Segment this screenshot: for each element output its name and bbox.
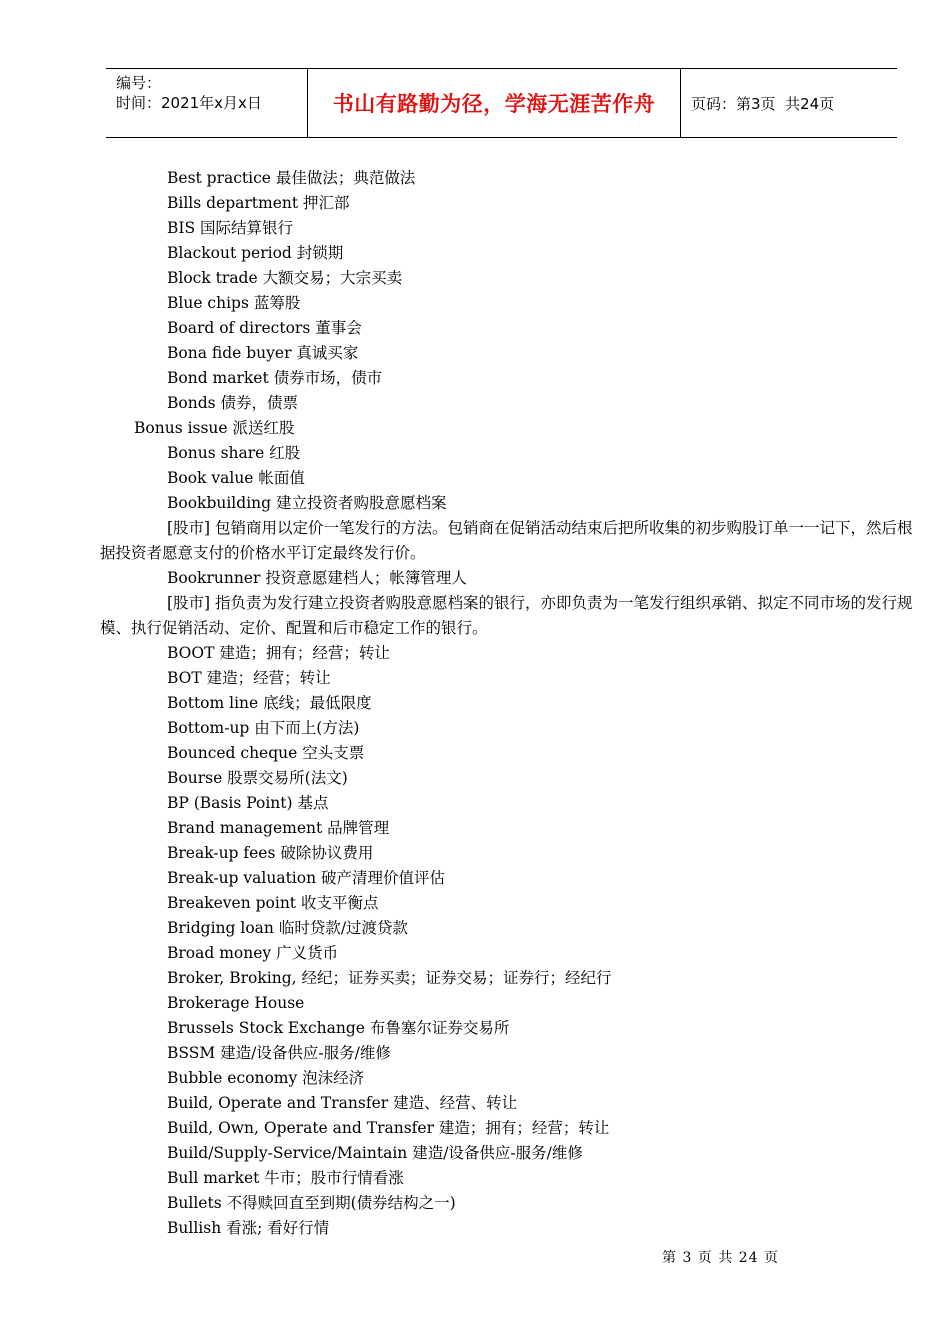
glossary-entry: Block trade 大额交易；大宗买卖	[167, 269, 403, 287]
glossary-entry: Blue chips 蓝筹股	[167, 294, 301, 312]
glossary-definition: [股市] 包销商用以定价一笔发行的方法。包销商在促销活动结束后把所收集的初步购股订单一一记下，然后根据投资者愿意支付的价格水平订定最终发行价。	[100, 519, 913, 562]
glossary-definition: [股市] 指负责为发行建立投资者购股意愿档案的银行，亦即负责为一笔发行组织承销、拟定不同市场的发行规模、执行促销活动、定价、配置和后市稳定工作的银行。	[100, 594, 913, 637]
glossary-entry: Board of directors 董事会	[167, 319, 362, 337]
document-number-label: 编号：	[116, 74, 162, 92]
glossary-entry: Bottom-up 由下而上(方法)	[167, 719, 360, 737]
glossary-entry: Bonds 债券，债票	[167, 394, 299, 412]
header-page-info: 页码：第3页 共24页	[691, 94, 835, 113]
glossary-entry: Bond market 债券市场，债市	[167, 369, 383, 387]
glossary-entry: Breakeven point 收支平衡点	[167, 894, 379, 912]
glossary-entry: Best practice 最佳做法；典范做法	[167, 169, 416, 187]
page-footer: 第 3 页 共 24 页	[662, 1250, 779, 1266]
glossary-entry: BIS 国际结算银行	[167, 219, 294, 237]
glossary-entry: Broker, Broking, 经纪；证券买卖；证券交易；证券行；经纪行	[167, 969, 612, 987]
header-meta-cell	[106, 69, 308, 137]
header-motto: 书山有路勤为径，学海无涯苦作舟	[308, 69, 681, 137]
glossary-entry: BOOT 建造；拥有；经营；转让	[167, 644, 390, 662]
glossary-entry: Brokerage House	[167, 994, 305, 1012]
glossary-entry: Bonus issue 派送红股	[134, 419, 295, 437]
glossary-entry: Bullish 看涨; 看好行情	[167, 1219, 330, 1237]
glossary-entry: Break-up valuation 破产清理价值评估	[167, 869, 446, 887]
glossary-entry: Broad money 广义货币	[167, 944, 339, 962]
glossary-entry: Bookbuilding 建立投资者购股意愿档案	[167, 494, 447, 512]
page-header	[106, 68, 897, 138]
glossary-entry: Bona fide buyer 真诚买家	[167, 344, 359, 362]
glossary-entry: Break-up fees 破除协议费用	[167, 844, 374, 862]
glossary-entry: Bookrunner 投资意愿建档人；帐簿管理人	[167, 569, 467, 587]
glossary-entry: Bullets 不得赎回直至到期(债券结构之一)	[167, 1194, 456, 1212]
glossary-entry: Bull market 牛市；股市行情看涨	[167, 1169, 404, 1187]
glossary-entry: Bills department 押汇部	[167, 194, 350, 212]
glossary-entry: Bonus share 红股	[167, 444, 301, 462]
glossary-entry: Bourse 股票交易所(法文)	[167, 769, 348, 787]
glossary-entry: Blackout period 封锁期	[167, 244, 344, 262]
glossary-entry: BSSM 建造/设备供应-服务/维修	[167, 1044, 391, 1062]
glossary-entry: Bottom line 底线；最低限度	[167, 694, 372, 712]
glossary-entry: Bridging loan 临时贷款/过渡贷款	[167, 919, 409, 937]
glossary-entry: Build/Supply-Service/Maintain 建造/设备供应-服务/维修	[167, 1144, 583, 1162]
glossary-entry: Build, Operate and Transfer 建造、经营、转让	[167, 1094, 518, 1112]
glossary-entry: BOT 建造；经营；转让	[167, 669, 331, 687]
document-date-label: 时间：2021年x月x日	[116, 94, 262, 112]
glossary-entry: Bounced cheque 空头支票	[167, 744, 365, 762]
glossary-entry: Brussels Stock Exchange 布鲁塞尔证券交易所	[167, 1019, 510, 1037]
glossary-entry: Build, Own, Operate and Transfer 建造；拥有；经营；转让	[167, 1119, 610, 1137]
glossary-entry: Brand management 品牌管理	[167, 819, 390, 837]
glossary-entry: BP (Basis Point) 基点	[167, 794, 329, 812]
glossary-entry: Book value 帐面值	[167, 469, 305, 487]
glossary-entry: Bubble economy 泡沫经济	[167, 1069, 365, 1087]
